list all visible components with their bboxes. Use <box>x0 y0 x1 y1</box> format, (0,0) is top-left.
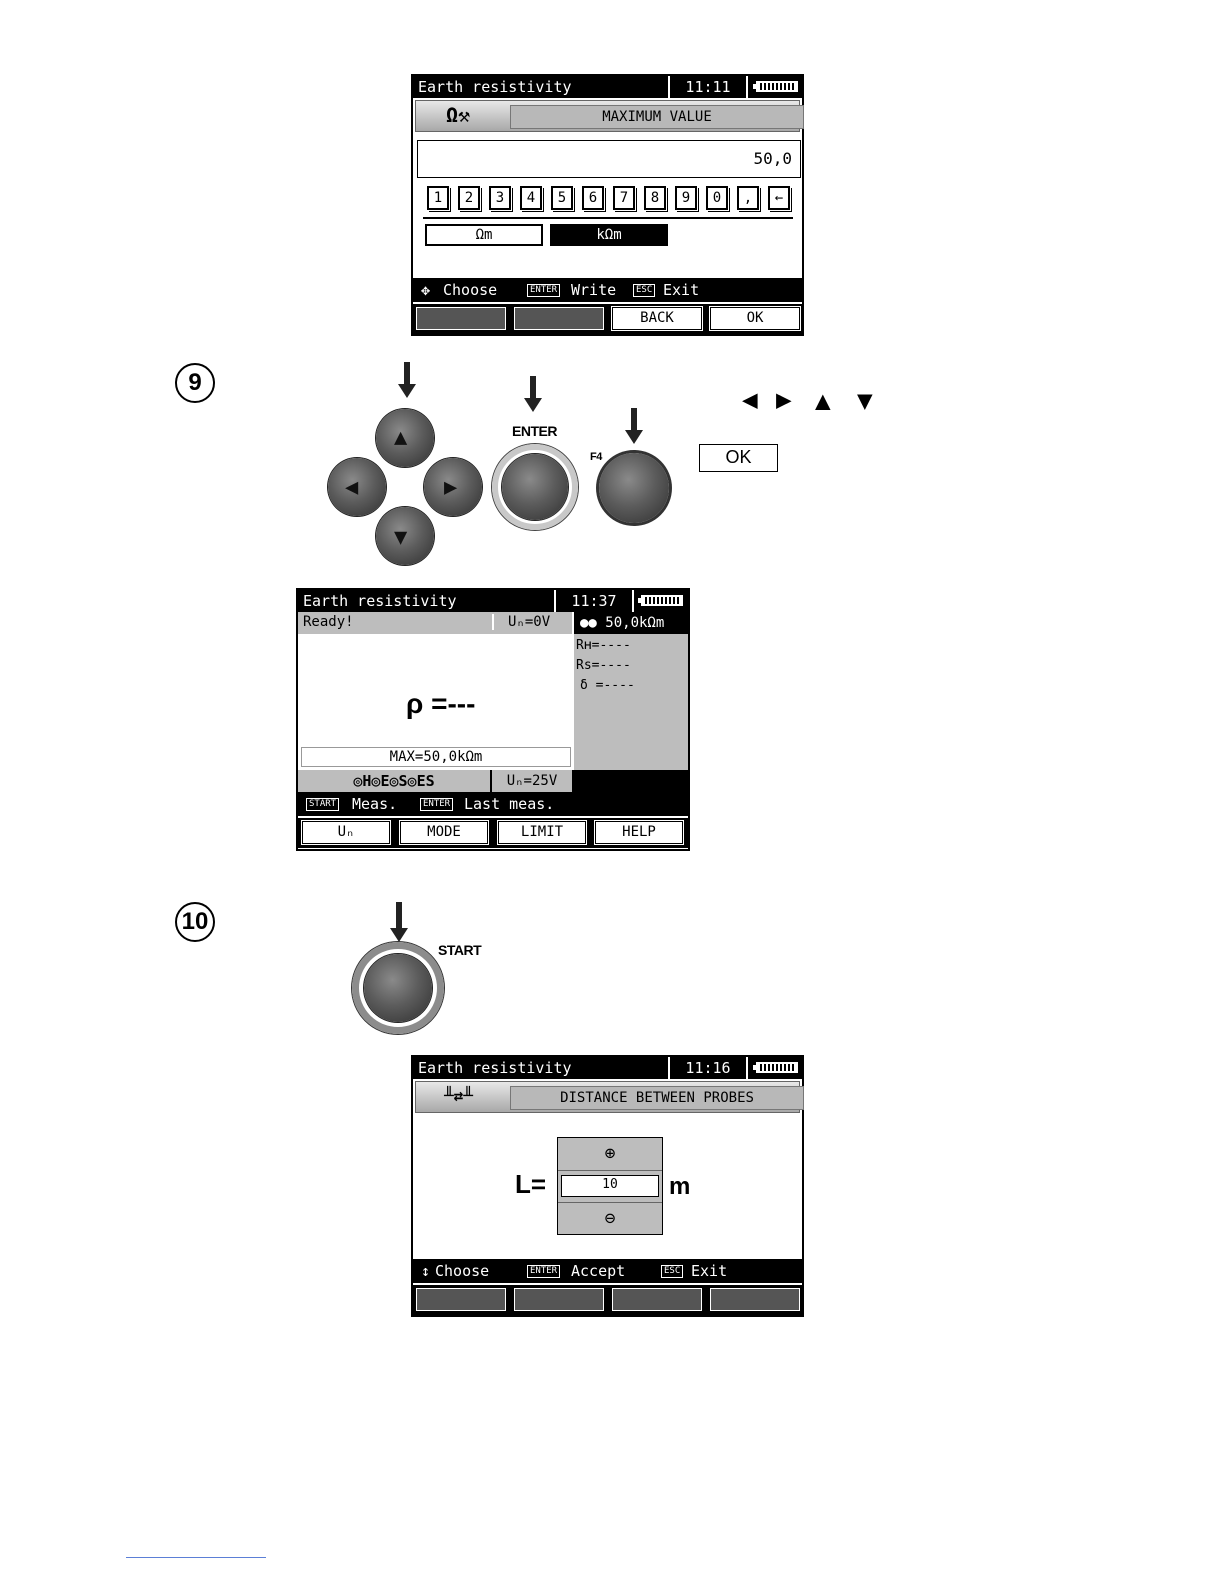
status-text: Ready! <box>303 614 354 630</box>
key-1[interactable]: 1 <box>427 186 449 210</box>
left-arrow-icon: ◀ <box>742 385 758 415</box>
esc-key-chip: ESC <box>661 1265 683 1278</box>
value-text: 50,0 <box>753 149 792 168</box>
hint-write: Write <box>571 281 617 299</box>
header-bar <box>415 100 800 132</box>
key-5[interactable]: 5 <box>551 186 573 210</box>
up-down-arrow-icon: ↕ <box>421 1262 431 1280</box>
spinner[interactable] <box>557 1137 663 1235</box>
step-10-marker: 10 <box>175 902 215 942</box>
right-arrow-icon: ▶ <box>444 475 458 500</box>
start-key-chip: START <box>306 798 339 811</box>
title-bar <box>298 590 688 612</box>
key-7[interactable]: 7 <box>613 186 635 210</box>
mode-bar <box>298 770 688 792</box>
enter-button[interactable] <box>502 454 568 520</box>
side-panel <box>574 634 688 770</box>
back-button[interactable]: BACK <box>612 307 702 330</box>
f4-button[interactable] <box>599 453 669 523</box>
enter-caption: ENTER <box>512 423 557 439</box>
f2-key[interactable] <box>514 307 604 330</box>
key-6[interactable]: 6 <box>582 186 604 210</box>
un-left: Uₙ=0V <box>492 614 550 630</box>
key-3[interactable]: 3 <box>489 186 511 210</box>
unit-ohm-m[interactable]: Ωm <box>425 224 543 246</box>
step-9-marker: 9 <box>175 363 215 403</box>
delta-value: δ =---- <box>580 678 635 693</box>
increment-icon[interactable]: ⊕ <box>558 1138 662 1171</box>
enter-key-chip: ENTER <box>527 1265 560 1278</box>
title-bar <box>413 1057 802 1079</box>
up-arrow-icon: ▲ <box>815 386 831 416</box>
f1-key[interactable] <box>416 1288 506 1311</box>
clock: 11:16 <box>668 1057 748 1079</box>
four-way-arrow-icon: ✥ <box>421 281 431 299</box>
l-label: L= <box>515 1169 547 1199</box>
hint-last-meas: Last meas. <box>464 795 555 813</box>
probe-distance-icon: ╨⇄╨ <box>444 1086 473 1105</box>
function-keys <box>413 1285 802 1315</box>
hint-bar <box>413 1259 802 1283</box>
rs-value: Rs=---- <box>576 658 631 673</box>
screen-title: Earth resistivity <box>418 78 572 96</box>
function-keys <box>298 818 688 848</box>
max-field: MAX=50,0kΩm <box>301 747 571 767</box>
mode-button[interactable]: MODE <box>400 821 488 844</box>
hint-exit: Exit <box>691 1262 728 1280</box>
screen-measurement <box>296 588 690 851</box>
battery-icon <box>641 595 683 606</box>
key-0[interactable]: 0 <box>706 186 728 210</box>
battery-icon <box>756 81 798 92</box>
title-bar <box>413 76 802 98</box>
decrement-icon[interactable]: ⊖ <box>558 1202 662 1235</box>
screen-title: Earth resistivity <box>303 592 457 610</box>
unit-label: m <box>669 1173 691 1200</box>
down-arrow-icon: ▼ <box>394 525 408 550</box>
header-label: MAXIMUM VALUE <box>510 105 804 129</box>
ok-button[interactable]: OK <box>710 307 800 330</box>
mode-indicator: ◎H◎E◎S◎ES <box>298 770 490 792</box>
up-arrow-icon: ▲ <box>394 425 408 450</box>
screen-title: Earth resistivity <box>418 1059 572 1077</box>
header-label: DISTANCE BETWEEN PROBES <box>510 1086 804 1110</box>
limit-button[interactable]: LIMIT <box>498 821 586 844</box>
footnote-rule <box>126 1557 266 1558</box>
key-9[interactable]: 9 <box>675 186 697 210</box>
distance-value[interactable]: 10 <box>561 1175 659 1197</box>
ohm-meter-icon: Ω⚒ <box>446 103 471 127</box>
f1-key[interactable] <box>416 307 506 330</box>
hint-choose: Choose <box>443 281 498 299</box>
unit-kohm-m[interactable]: kΩm <box>550 224 668 246</box>
down-arrow-icon: ▼ <box>857 386 873 416</box>
screen-maximum-value <box>411 74 804 336</box>
header-bar <box>415 1081 800 1113</box>
f3-key[interactable] <box>612 1288 702 1311</box>
clock: 11:37 <box>554 590 634 612</box>
divider <box>423 217 793 219</box>
key-2[interactable]: 2 <box>458 186 480 210</box>
rho-readout: ρ =--- <box>406 688 476 719</box>
start-button[interactable] <box>364 954 432 1022</box>
hint-bar <box>298 792 688 816</box>
clock: 11:11 <box>668 76 748 98</box>
status-bar <box>298 612 572 634</box>
function-keys <box>413 304 802 334</box>
hint-bar <box>413 278 802 302</box>
battery-icon <box>756 1062 798 1073</box>
ok-softkey: OK <box>699 444 778 472</box>
key-8[interactable]: 8 <box>644 186 666 210</box>
hint-meas: Meas. <box>352 795 398 813</box>
right-arrow-icon: ▶ <box>776 385 792 415</box>
help-button[interactable]: HELP <box>595 821 683 844</box>
limit-badge: ●● 50,0kΩm <box>574 612 688 634</box>
key-4[interactable]: 4 <box>520 186 542 210</box>
f4-key[interactable] <box>710 1288 800 1311</box>
rh-value: Rʜ=---- <box>576 638 631 653</box>
hint-accept: Accept <box>571 1262 626 1280</box>
screen-distance <box>411 1055 804 1317</box>
value-field[interactable] <box>417 140 801 178</box>
enter-key-chip: ENTER <box>420 798 453 811</box>
f2-key[interactable] <box>514 1288 604 1311</box>
f4-caption: F4 <box>590 451 602 463</box>
hint-exit: Exit <box>663 281 700 299</box>
left-arrow-icon: ◀ <box>345 475 359 500</box>
key-comma[interactable]: , <box>737 186 759 210</box>
esc-key-chip: ESC <box>633 284 655 297</box>
un-right: Uₙ=25V <box>492 770 572 792</box>
hint-choose: Choose <box>435 1262 490 1280</box>
un-button[interactable]: Uₙ <box>302 821 390 844</box>
start-caption: START <box>438 942 482 958</box>
key-backspace[interactable]: ← <box>768 186 790 210</box>
enter-key-chip: ENTER <box>527 284 560 297</box>
